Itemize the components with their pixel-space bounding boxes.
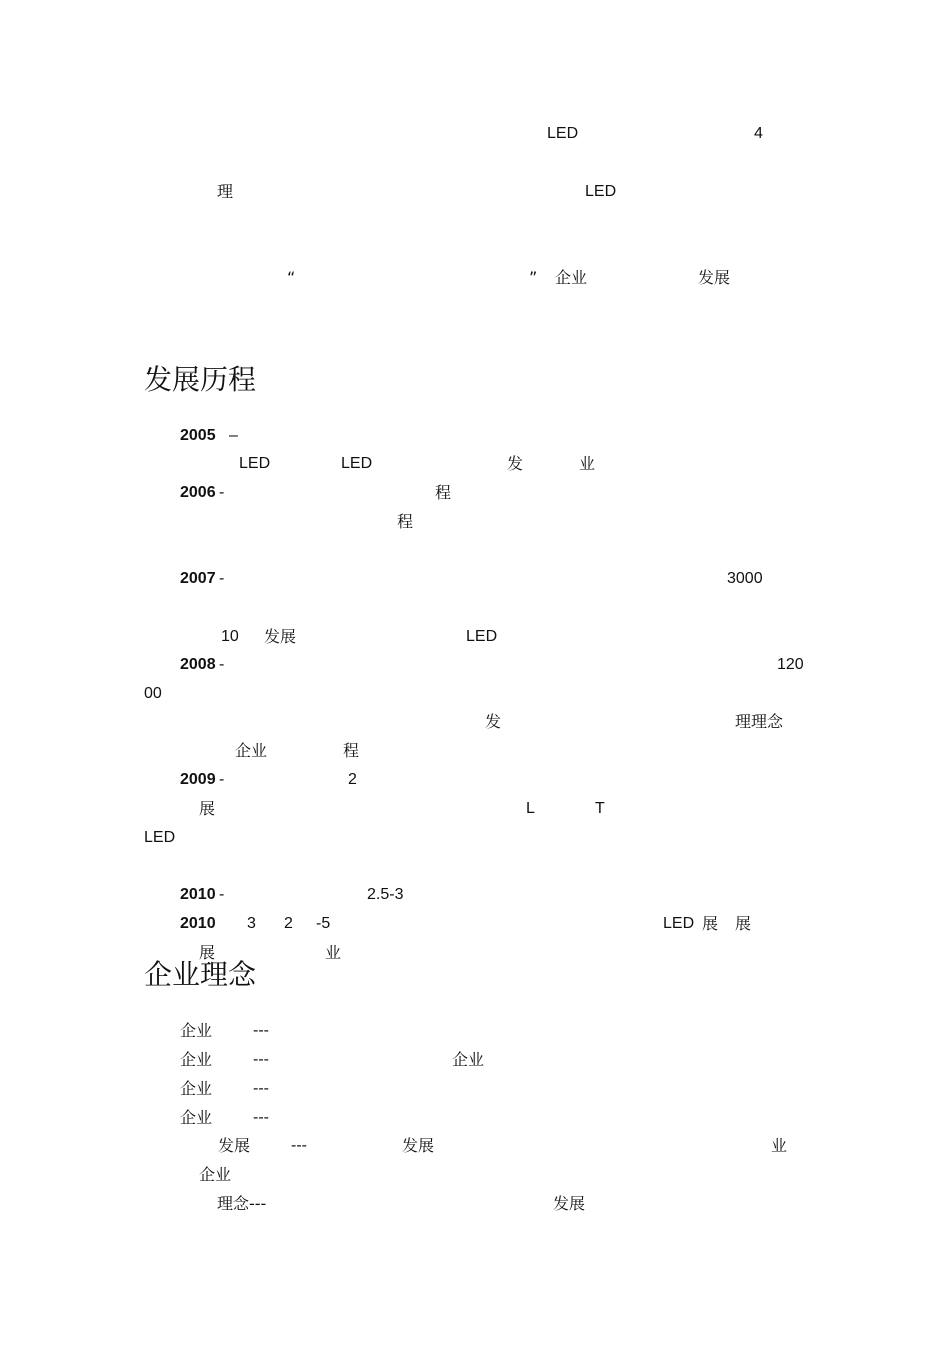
y2010-ye: 业 [325,943,342,962]
y2007-fazhan: 发展 [264,627,297,646]
y2010-led: LED [663,915,695,932]
phil-row-2-qiye: 企业 [452,1050,485,1069]
phil-row-5-label: 发展 [218,1136,251,1155]
phil-row-7-label: 理念--- [217,1194,267,1213]
year-2008-dash: - [219,656,225,673]
y2008-linian: 理理念 [735,712,784,731]
y2005-led-2: LED [341,455,373,472]
y2010-zhan-2: 展 [735,914,752,933]
phil-row-7-fazhan: 发展 [553,1194,586,1213]
y2007-number: 3000 [727,570,763,587]
intro-fazhan: 发展 [698,268,731,287]
y2007-ten: 10 [221,628,239,645]
year-2005: 2005 [180,427,216,444]
phil-row-5-fazhan: 发展 [402,1136,435,1155]
y2005-led-1: LED [239,455,271,472]
phil-row-2-label: 企业 [180,1050,213,1069]
y2009-t: T [595,800,605,817]
y2010-range: 2.5-3 [367,886,404,903]
intro-number: 4 [754,125,763,142]
y2009-zhan: 展 [199,799,216,818]
y2008-qiye: 企业 [235,741,268,760]
y2010-n3: 3 [247,915,256,932]
phil-row-3-label: 企业 [180,1079,213,1098]
intro-led-2: LED [585,183,617,200]
phil-row-4-dash: --- [253,1109,269,1126]
history-heading: 发展历程 [144,363,257,396]
intro-open-quote: “ [287,268,296,287]
year-2006-dash: - [219,484,225,501]
year-2010-b: 2010 [180,915,216,932]
y2009-led: LED [144,829,176,846]
y2005-fa: 发 [507,454,524,473]
y2006-cheng-1: 程 [435,483,452,502]
y2008-number-2: 00 [144,685,162,702]
y2007-led: LED [466,628,498,645]
y2010-n5: -5 [316,915,331,932]
intro-li: 理 [217,182,234,201]
year-2005-dash: – [229,427,238,444]
y2009-l: L [526,800,535,817]
intro-qiye: 企业 [555,268,588,287]
y2008-cheng: 程 [343,741,360,760]
year-2009-dash: - [219,771,225,788]
year-2010-a-dash: - [219,886,225,903]
intro-close-quote: ” [529,268,538,287]
y2010-n2: 2 [284,915,293,932]
philosophy-heading: 企业理念 [144,958,257,991]
y2010-zhan-1: 展 [702,914,719,933]
year-2010-a: 2010 [180,886,216,903]
y2008-number-1: 120 [777,656,804,673]
year-2007-dash: - [219,570,225,587]
y2006-cheng-2: 程 [397,512,414,531]
intro-led: LED [547,125,579,142]
phil-row-5-dash: --- [291,1137,307,1154]
year-2006: 2006 [180,484,216,501]
phil-row-5-ye: 业 [771,1136,788,1155]
phil-row-1-dash: --- [253,1022,269,1039]
phil-row-4-label: 企业 [180,1108,213,1127]
phil-row-6-qiye: 企业 [199,1165,232,1184]
y2005-ye: 业 [579,454,596,473]
y2008-fa: 发 [485,712,502,731]
phil-row-2-dash: --- [253,1051,269,1068]
y2009-number: 2 [348,771,357,788]
year-2009: 2009 [180,771,216,788]
phil-row-1-label: 企业 [180,1021,213,1040]
year-2008: 2008 [180,656,216,673]
y2010-zhan-3: 展 [199,943,216,962]
phil-row-3-dash: --- [253,1080,269,1097]
year-2007: 2007 [180,570,216,587]
